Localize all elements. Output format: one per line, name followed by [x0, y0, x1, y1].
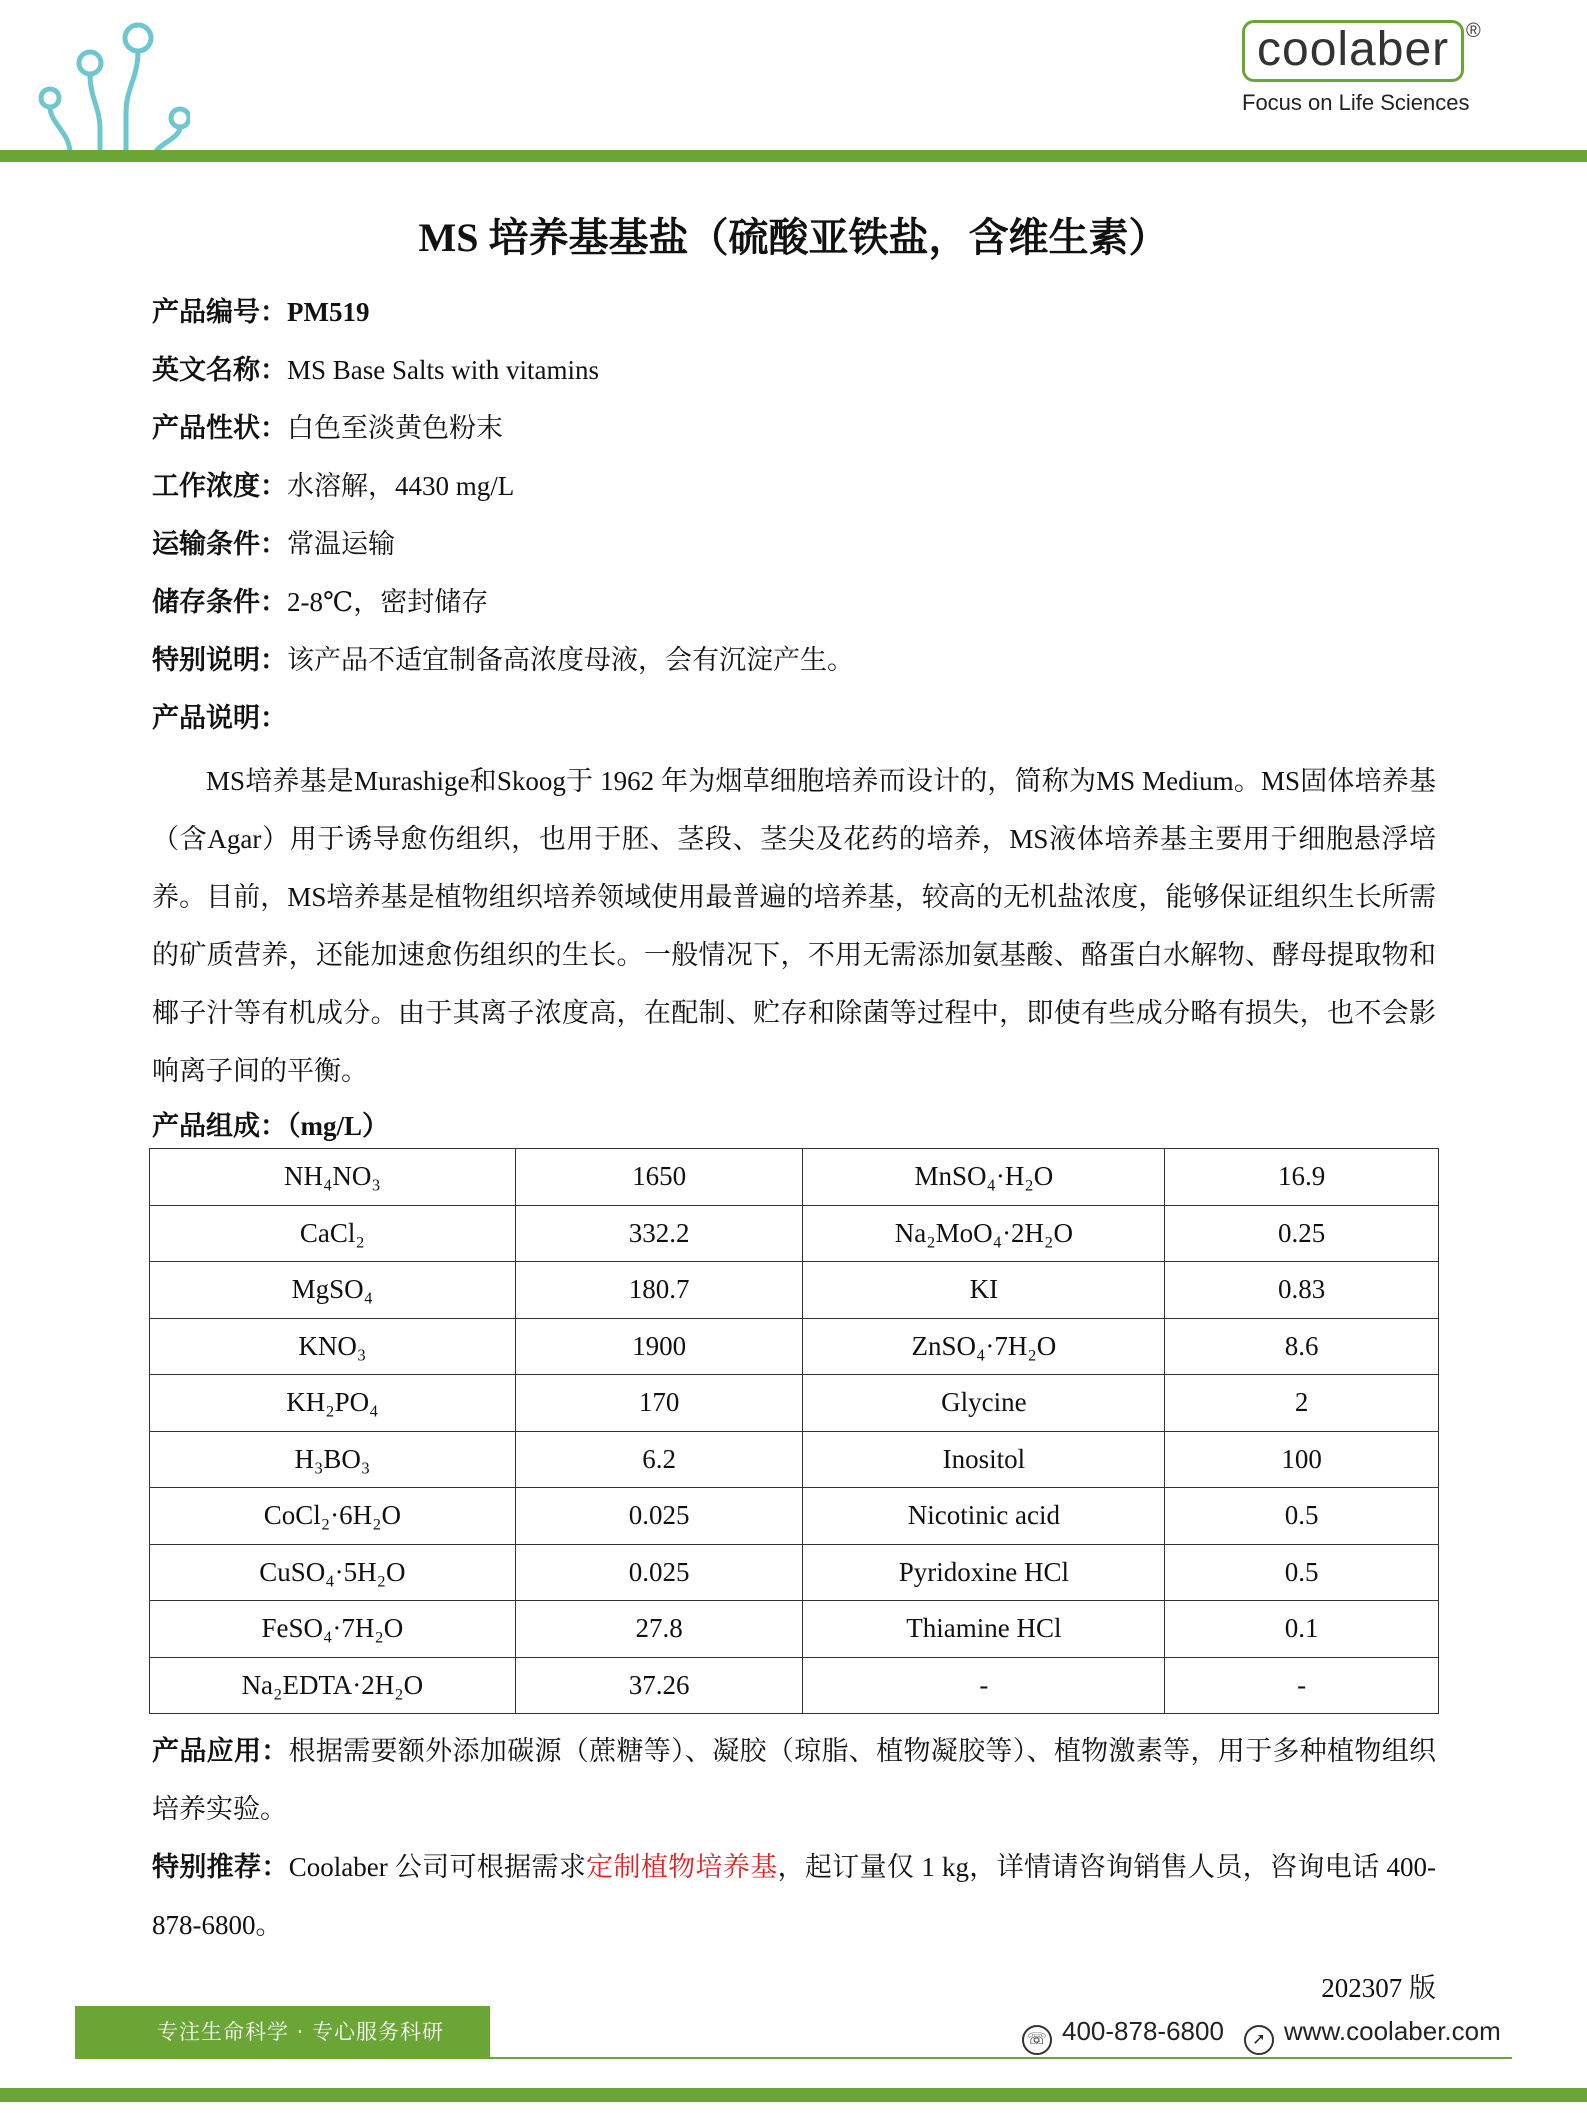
composition-table — [149, 1148, 1439, 1714]
application-label: 产品应用： — [152, 1736, 289, 1766]
table-row — [150, 1318, 1439, 1375]
table-row — [150, 1375, 1439, 1432]
component-cell: Glycine — [803, 1375, 1165, 1432]
component-cell: CoCl₂·6H₂O — [150, 1488, 516, 1545]
amount-cell: 8.6 — [1165, 1318, 1439, 1375]
component-cell: CuSO₄·5H₂O — [150, 1544, 516, 1601]
field-value: 水溶解，4430 mg/L — [287, 471, 515, 501]
field-label: 产品说明： — [152, 703, 287, 733]
footer-rule — [75, 2057, 1512, 2059]
field-product-code — [152, 290, 369, 329]
brand-name: coolaber — [1242, 20, 1464, 82]
table-row — [150, 1149, 1439, 1206]
field-value: 白色至淡黄色粉末 — [287, 413, 503, 443]
composition-heading: 产品组成：（mg/L） — [152, 1111, 390, 1141]
field-label: 储存条件： — [152, 587, 287, 617]
amount-cell: 27.8 — [515, 1601, 803, 1658]
recommend-highlight-link[interactable]: 定制植物培养基 — [586, 1852, 778, 1882]
field-working-concentration — [152, 464, 514, 503]
amount-cell: 170 — [515, 1375, 803, 1432]
field-value: MS Base Salts with vitamins — [287, 355, 600, 385]
field-english-name — [152, 348, 599, 387]
component-cell: MnSO₄·H₂O — [803, 1149, 1165, 1206]
molecule-logo-icon — [30, 18, 190, 153]
field-appearance — [152, 406, 503, 445]
table-row — [150, 1544, 1439, 1601]
table-row — [150, 1601, 1439, 1658]
component-cell: KNO₃ — [150, 1318, 516, 1375]
page-title: MS 培养基基盐（硫酸亚铁盐，含维生素） — [418, 215, 1169, 260]
component-cell: Nicotinic acid — [803, 1488, 1165, 1545]
field-label: 运输条件： — [152, 529, 287, 559]
component-cell: FeSO₄·7H₂O — [150, 1601, 516, 1658]
amount-cell: 0.025 — [515, 1544, 803, 1601]
recommend-paragraph — [152, 1838, 1436, 1954]
brand-logo — [1242, 20, 1542, 115]
amount-cell: 1650 — [515, 1149, 803, 1206]
field-value: 该产品不适宜制备高浓度母液，会有沉淀产生。 — [287, 645, 854, 675]
brand-tagline: Focus on Life Sciences — [1242, 90, 1470, 115]
amount-cell: 0.83 — [1165, 1262, 1439, 1319]
application-paragraph — [152, 1722, 1436, 1838]
component-cell: H₃BO₃ — [150, 1431, 516, 1488]
table-row — [150, 1262, 1439, 1319]
amount-cell: 0.025 — [515, 1488, 803, 1545]
amount-cell: 0.1 — [1165, 1601, 1439, 1658]
component-cell: Thiamine HCl — [803, 1601, 1165, 1658]
amount-cell: 180.7 — [515, 1262, 803, 1319]
bottom-rule — [0, 2088, 1587, 2102]
field-label: 特别说明： — [152, 645, 287, 675]
component-cell: Na₂MoO₄·2H₂O — [803, 1205, 1165, 1262]
field-special-note — [152, 638, 854, 677]
component-cell: Na₂EDTA·2H₂O — [150, 1657, 516, 1714]
amount-cell: 100 — [1165, 1431, 1439, 1488]
amount-cell: 16.9 — [1165, 1149, 1439, 1206]
component-cell: KH₂PO₄ — [150, 1375, 516, 1432]
field-label: 英文名称： — [152, 355, 287, 385]
registered-mark: ® — [1466, 20, 1481, 42]
header-rule — [0, 150, 1587, 162]
description-paragraph: MS培养基是Murashige和Skoog于 1962 年为烟草细胞培养而设计的，简称为MS Medium。MS固体培养基（含Agar）用于诱导愈伤组织，也用于胚、茎段、茎尖及花药的培养，MS液体培养基主要用于细胞悬浮培养。目前，MS培养基是植物组织培养领域使用最普遍的培养基，较高的无机盐浓度，能够保证组织生长所需的矿质营养，还能加速愈伤组织的生长。一般情况下，不用无需添加氨基酸、酪蛋白水解物、酵母提取物和椰子汁等有机成分。由于其离子浓度高，在配制、贮存和除菌等过程中，即使有些成分略有损失，也不会影响离子间的平衡。 — [152, 766, 1436, 1086]
amount-cell: 332.2 — [515, 1205, 803, 1262]
component-cell: Inositol — [803, 1431, 1165, 1488]
field-value: 2-8℃，密封储存 — [287, 587, 489, 617]
recommend-text-after: ，起订量仅 1 kg，详情请咨询销售人员，咨询电话 400-878-6800。 — [152, 1852, 1436, 1940]
field-product-description — [152, 696, 287, 735]
recommend-text-before: Coolaber 公司可根据需求 — [288, 1852, 587, 1882]
amount-cell: 6.2 — [515, 1431, 803, 1488]
table-row — [150, 1657, 1439, 1714]
component-cell: Pyridoxine HCl — [803, 1544, 1165, 1601]
recommend-label: 特别推荐： — [152, 1852, 289, 1882]
component-cell: - — [803, 1657, 1165, 1714]
footer-website[interactable] — [1244, 2016, 1501, 2055]
footer-phone-text: 400-878-6800 — [1062, 2016, 1224, 2046]
application-text: 根据需要额外添加碳源（蔗糖等）、凝胶（琼脂、植物凝胶等）、植物激素等，用于多种植物组织培养实验。 — [152, 1736, 1437, 1824]
amount-cell: 37.26 — [515, 1657, 803, 1714]
component-cell: MgSO₄ — [150, 1262, 516, 1319]
field-value: 常温运输 — [287, 529, 395, 559]
amount-cell: 0.5 — [1165, 1544, 1439, 1601]
component-cell: KI — [803, 1262, 1165, 1319]
table-row — [150, 1205, 1439, 1262]
footer-slogan: 专注生命科学 · 专心服务科研 — [75, 2006, 490, 2059]
amount-cell: - — [1165, 1657, 1439, 1714]
footer-phone — [1022, 2016, 1224, 2055]
field-label: 产品性状： — [152, 413, 287, 443]
amount-cell: 0.5 — [1165, 1488, 1439, 1545]
field-storage — [152, 580, 488, 619]
component-cell: ZnSO₄·7H₂O — [803, 1318, 1165, 1375]
component-cell: CaCl₂ — [150, 1205, 516, 1262]
field-shipping — [152, 522, 395, 561]
field-label: 工作浓度： — [152, 471, 287, 501]
footer-website-text[interactable]: www.coolaber.com — [1284, 2016, 1501, 2046]
compass-icon: ➚ — [1244, 2025, 1274, 2055]
field-value: PM519 — [287, 297, 370, 327]
component-cell: NH₄NO₃ — [150, 1149, 516, 1206]
amount-cell: 2 — [1165, 1375, 1439, 1432]
table-row — [150, 1488, 1439, 1545]
phone-icon: ☏ — [1022, 2025, 1052, 2055]
field-label: 产品编号： — [152, 297, 287, 327]
amount-cell: 0.25 — [1165, 1205, 1439, 1262]
amount-cell: 1900 — [515, 1318, 803, 1375]
table-row — [150, 1431, 1439, 1488]
version-label: 202307 版 — [1321, 1973, 1436, 2003]
